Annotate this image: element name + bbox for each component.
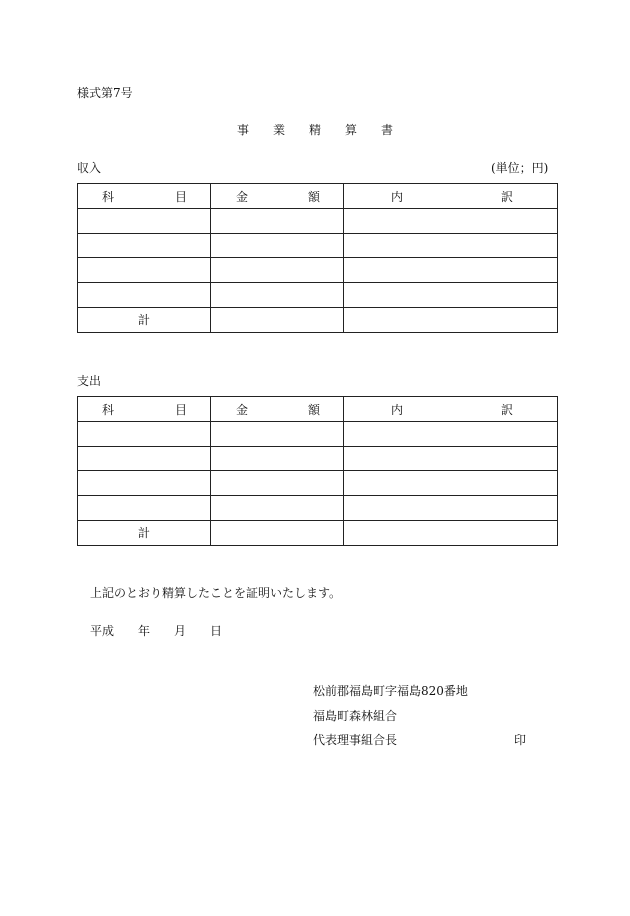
cell-amount[interactable] bbox=[211, 233, 344, 258]
title-char: 事 bbox=[236, 123, 249, 137]
table-row bbox=[78, 258, 558, 283]
cell-detail[interactable] bbox=[344, 496, 558, 521]
header-item: 科 目 bbox=[78, 184, 211, 209]
seal-mark: 印 bbox=[514, 733, 527, 747]
cell-item[interactable] bbox=[78, 258, 211, 283]
date-year: 年 bbox=[138, 624, 151, 638]
expense-section-label: 支出 bbox=[77, 374, 102, 388]
table-row bbox=[78, 471, 558, 496]
cell-item[interactable] bbox=[78, 471, 211, 496]
representative-title: 代表理事組合長 bbox=[313, 733, 398, 747]
address: 松前郡福島町字福島820番地 bbox=[313, 684, 468, 698]
total-row bbox=[78, 520, 558, 545]
organization-name: 福島町森林組合 bbox=[313, 709, 398, 723]
header-amount: 金 額 bbox=[211, 184, 344, 209]
title-char: 算 bbox=[345, 123, 358, 137]
cell-detail[interactable] bbox=[344, 208, 558, 233]
document-title bbox=[0, 121, 630, 138]
total-amount[interactable] bbox=[211, 520, 344, 545]
cell-item[interactable] bbox=[78, 496, 211, 521]
header-detail: 内 訳 bbox=[344, 397, 558, 422]
total-amount[interactable] bbox=[211, 307, 344, 332]
date-day: 日 bbox=[210, 624, 223, 638]
cell-detail[interactable] bbox=[344, 446, 558, 471]
date-era: 平成 bbox=[90, 624, 115, 638]
cell-amount[interactable] bbox=[211, 421, 344, 446]
cell-detail[interactable] bbox=[344, 421, 558, 446]
total-detail[interactable] bbox=[344, 307, 558, 332]
form-number: 様式第7号 bbox=[77, 86, 133, 100]
table-row bbox=[78, 283, 558, 308]
cell-item[interactable] bbox=[78, 446, 211, 471]
cell-item[interactable] bbox=[78, 233, 211, 258]
date-line bbox=[90, 622, 222, 639]
title-char: 書 bbox=[381, 123, 394, 137]
total-label: 計 bbox=[78, 520, 211, 545]
table-row bbox=[78, 208, 558, 233]
income-section-label: 収入 bbox=[77, 161, 102, 175]
total-row bbox=[78, 307, 558, 332]
table-row bbox=[78, 446, 558, 471]
table-row bbox=[78, 421, 558, 446]
cell-amount[interactable] bbox=[211, 471, 344, 496]
cell-item[interactable] bbox=[78, 283, 211, 308]
table-row bbox=[78, 496, 558, 521]
cell-amount[interactable] bbox=[211, 446, 344, 471]
income-table bbox=[77, 183, 558, 333]
cell-item[interactable] bbox=[78, 421, 211, 446]
expense-table bbox=[77, 396, 558, 546]
cell-detail[interactable] bbox=[344, 471, 558, 496]
title-char: 業 bbox=[272, 123, 285, 137]
unit-label: (単位；円) bbox=[491, 161, 549, 175]
certification-statement: 上記のとおり精算したことを証明いたします。 bbox=[90, 586, 342, 600]
table-header-row bbox=[78, 184, 558, 209]
header-amount: 金 額 bbox=[211, 397, 344, 422]
cell-amount[interactable] bbox=[211, 283, 344, 308]
title-char: 精 bbox=[308, 123, 321, 137]
total-detail[interactable] bbox=[344, 520, 558, 545]
cell-amount[interactable] bbox=[211, 496, 344, 521]
cell-detail[interactable] bbox=[344, 283, 558, 308]
date-month: 月 bbox=[174, 624, 187, 638]
cell-detail[interactable] bbox=[344, 233, 558, 258]
cell-amount[interactable] bbox=[211, 208, 344, 233]
cell-amount[interactable] bbox=[211, 258, 344, 283]
header-detail: 内 訳 bbox=[344, 184, 558, 209]
cell-item[interactable] bbox=[78, 208, 211, 233]
cell-detail[interactable] bbox=[344, 258, 558, 283]
header-item: 科 目 bbox=[78, 397, 211, 422]
total-label: 計 bbox=[78, 307, 211, 332]
table-header-row bbox=[78, 397, 558, 422]
table-row bbox=[78, 233, 558, 258]
